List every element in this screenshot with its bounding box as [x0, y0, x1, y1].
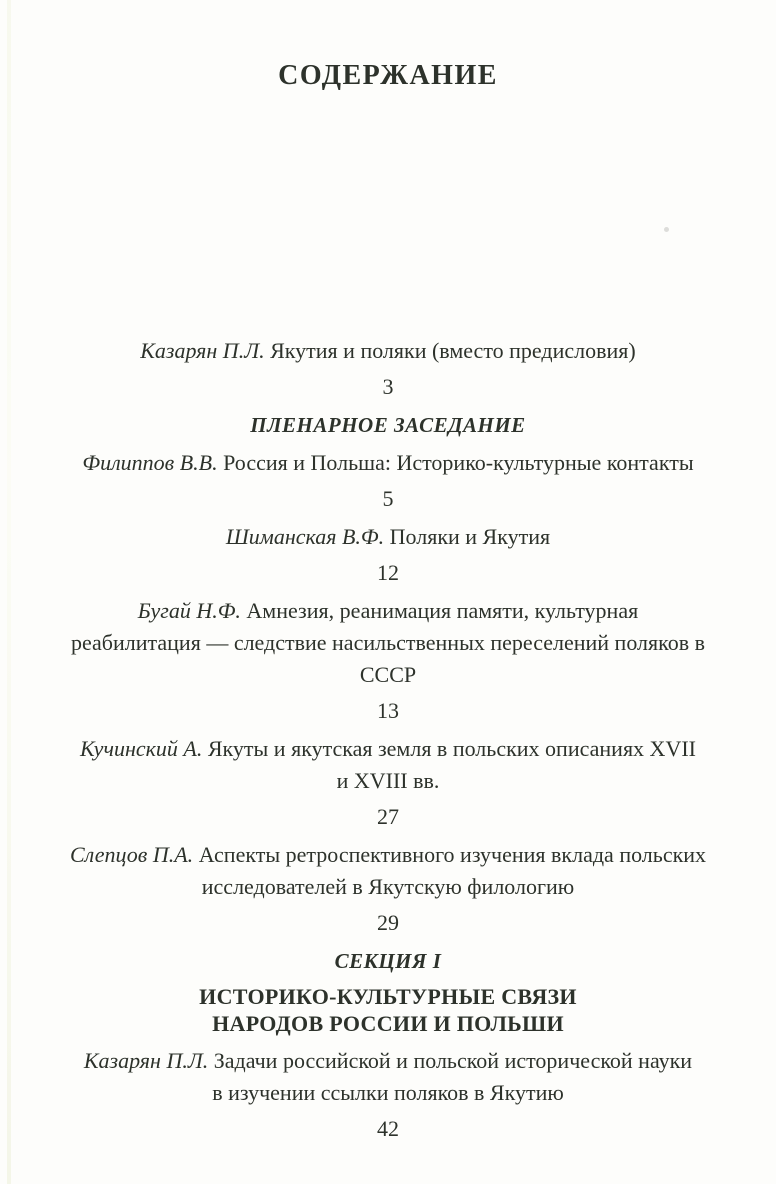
entry-text: СССР [359, 662, 417, 687]
entry-text [48, 839, 728, 871]
toc-entry-shimanskaya [48, 521, 728, 589]
entry-title: Амнезия, реанимация памяти, культурная [246, 598, 639, 623]
entry-title: Якуты и якутская земля в польских описаниях XVII [207, 736, 696, 761]
toc-entry-sleptsov [48, 839, 728, 939]
entry-text: и XVIII вв. [336, 768, 440, 793]
entry-author: Казарян П.Л. [83, 1048, 209, 1073]
entry-text: в изучении ссылки поляков в Якутию [212, 1080, 564, 1105]
entry-text: реабилитация — следствие насильственных переселений поляков в [70, 630, 705, 655]
entry-title: Аспекты ретроспективного изучения вклада польских [198, 842, 707, 867]
scan-edge-artifact [7, 0, 11, 1184]
entry-author: Казарян П.Л. [140, 338, 265, 363]
entry-author: Филиппов В.В. [82, 450, 218, 475]
entry-page-number: 13 [377, 698, 399, 723]
entry-author: Кучинский А. [80, 736, 203, 761]
entry-text [48, 1045, 728, 1077]
entry-page-number: 29 [377, 910, 399, 935]
entry-title: Задачи российской и польской исторической науки [213, 1048, 693, 1073]
toc-entry-filippov [48, 447, 728, 515]
section1-subtitle-line2: НАРОДОВ РОССИИ И ПОЛЬШИ [212, 1011, 564, 1036]
entry-page-number: 5 [382, 486, 394, 511]
entry-page-number: 12 [377, 560, 399, 585]
entry-page-number: 27 [377, 804, 399, 829]
section-heading-section1: СЕКЦИЯ I [334, 949, 442, 973]
entry-title: Россия и Польша: Историко-культурные контакты [223, 450, 694, 475]
entry-author: Слепцов П.А. [69, 842, 194, 867]
entry-text [48, 595, 728, 627]
section1-subtitle [48, 983, 728, 1037]
toc-entry-preface [48, 335, 728, 403]
entry-page-number: 3 [382, 374, 394, 399]
entry-title: Якутия и поляки (вместо предисловия) [270, 338, 636, 363]
section-heading-plenary: ПЛЕНАРНОЕ ЗАСЕДАНИЕ [250, 413, 526, 437]
entry-text: исследователей в Якутскую филологию [201, 874, 575, 899]
scan-speck-artifact [664, 227, 669, 232]
section1-subtitle-line1: ИСТОРИКО-КУЛЬТУРНЫЕ СВЯЗИ [199, 984, 577, 1009]
entry-text [48, 335, 728, 367]
entry-title: Поляки и Якутия [389, 524, 551, 549]
entry-page-number: 42 [377, 1116, 399, 1141]
toc-entry-bugay [48, 595, 728, 727]
entry-text [48, 733, 728, 765]
table-of-contents [48, 335, 728, 1145]
toc-entry-kuchinsky [48, 733, 728, 833]
toc-entry-kazaryan-section1 [48, 1045, 728, 1145]
entry-author: Шиманская В.Ф. [225, 524, 385, 549]
entry-author: Бугай Н.Ф. [137, 598, 241, 623]
entry-text [48, 521, 728, 553]
page-title: СОДЕРЖАНИЕ [278, 60, 498, 91]
entry-text [48, 447, 728, 479]
